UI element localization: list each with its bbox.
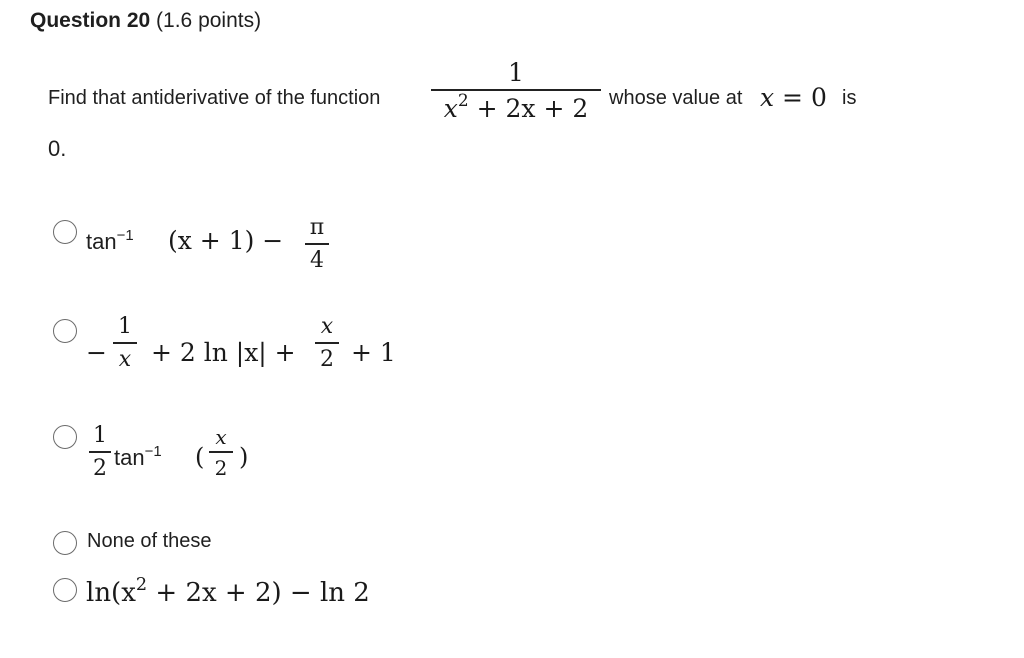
prompt-fraction-numerator: 1 [508,58,524,87]
option-a-func: $\tan^{-1}$ [86,226,134,254]
question-title: Question 20 [30,9,151,32]
option-c-fraction-2-denominator: 2 [214,456,228,480]
option-e-expression: $\ln(x^2 + 2x + 2) - \ln 2$ [86,575,370,608]
option-c-fraction-2-numerator: x [215,425,227,449]
option-c-fraction-1-denominator: 2 [93,456,107,481]
option-b-fraction-2-denominator: 2 [320,347,334,372]
option-d-radio[interactable] [53,531,77,555]
option-c-fraction-1-numerator: 1 [93,423,107,448]
option-b-tail: + 1 [351,338,396,367]
option-b-lead: − [86,338,107,367]
option-a-arg: (x + 1) − [168,226,284,255]
prompt-continuation: 0. [48,136,67,161]
option-c-fraction-2-bar [209,451,233,453]
option-c-open-paren: ( [195,443,205,471]
option-b-fraction-1-numerator: 1 [118,314,132,339]
option-a-fraction-numerator: π [309,215,325,240]
prompt-fraction-bar [431,89,601,91]
option-a-radio[interactable] [53,220,77,244]
option-b-fraction-2 [315,316,339,371]
option-b-mid: + 2 ln |x| + [151,338,296,367]
prompt-text-before: Find that antiderivative of the function [48,87,381,109]
option-d-label: None of these [87,530,212,552]
option-b-radio[interactable] [53,319,77,343]
option-c-fraction-1 [89,425,111,480]
option-c-radio[interactable] [53,425,77,449]
question-header [30,9,261,33]
prompt-condition: x = 0 [760,83,827,112]
option-c-func: $\tan^{-1}$ [114,442,162,470]
option-b-fraction-2-numerator: x [320,314,334,339]
prompt-fraction-denominator: $x^2 + 2x + 2$ [443,91,589,123]
option-b-fraction-1 [113,316,137,371]
prompt-text-after: is [842,87,857,109]
option-a-fraction [305,217,329,272]
option-b-fraction-1-bar [113,342,137,344]
option-b-fraction-1-denominator: x [118,347,132,372]
option-c-close-paren: ) [239,443,249,471]
prompt-fraction [431,60,601,121]
option-c-fraction-1-bar [89,451,111,453]
option-b-fraction-2-bar [315,342,339,344]
option-e-radio[interactable] [53,578,77,602]
option-c-fraction-2 [209,427,233,478]
option-a-fraction-bar [305,243,329,245]
option-a-fraction-denominator: 4 [310,248,324,273]
prompt-text-middle: whose value at [609,87,743,109]
question-points: (1.6 points) [156,9,262,32]
